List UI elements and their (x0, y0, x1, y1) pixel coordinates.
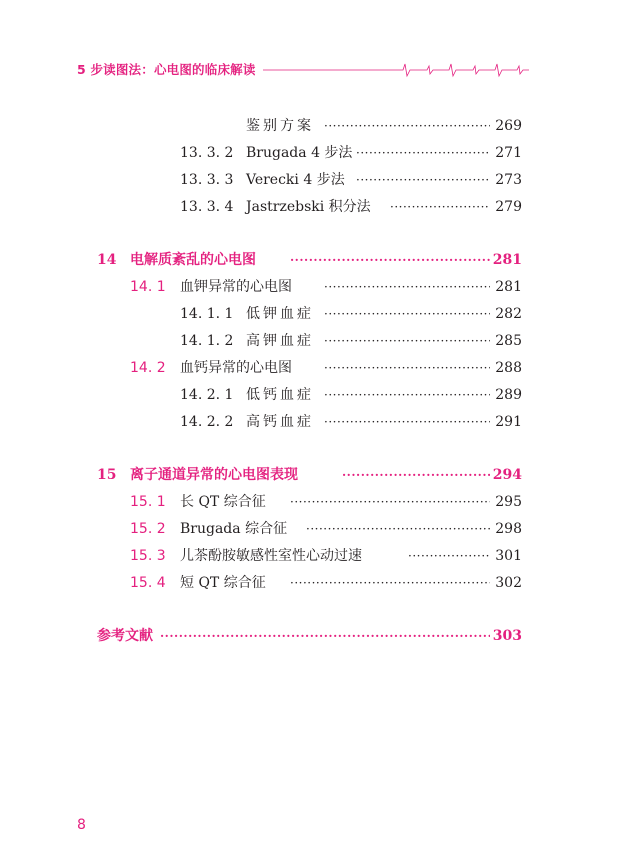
toc-entry-number: 13. 3. 3 (180, 172, 234, 188)
toc-entry[interactable] (0, 115, 618, 137)
toc-entry-page: 289 (495, 387, 522, 403)
toc-entry-page: 285 (495, 333, 522, 349)
toc-entry[interactable] (0, 303, 618, 325)
toc-entry-number: 14. 1. 1 (180, 306, 234, 322)
toc-section-page: 288 (495, 360, 522, 376)
toc-references-page: 303 (492, 628, 522, 644)
toc-chapter-number: 15 (97, 467, 117, 483)
toc-section-title: 血钾异常的心电图 (180, 279, 292, 295)
toc-entry[interactable] (0, 169, 618, 191)
toc-section-page: 298 (495, 521, 522, 537)
toc-entry[interactable] (0, 196, 618, 218)
toc-chapter-entry[interactable] (0, 249, 618, 271)
leader-dots (290, 249, 490, 271)
toc-section-entry[interactable] (0, 572, 618, 594)
toc-section-number: 15. 1 (130, 494, 166, 510)
leader-dots (290, 491, 490, 513)
toc-section-entry[interactable] (0, 491, 618, 513)
toc-entry-page: 279 (495, 199, 522, 215)
toc-chapter-entry[interactable] (0, 464, 618, 486)
toc-entry-number: 14. 2. 1 (180, 387, 234, 403)
toc-chapter-title: 电解质紊乱的心电图 (130, 252, 256, 268)
toc-references-title: 参考文献 (97, 628, 153, 644)
toc-chapter-page: 294 (492, 467, 522, 483)
leader-dots (324, 384, 490, 406)
toc-section-number: 15. 3 (130, 548, 166, 564)
toc-section-number: 15. 2 (130, 521, 166, 537)
leader-dots (324, 303, 490, 325)
leader-dots (306, 518, 490, 540)
leader-dots (324, 276, 490, 298)
toc-references-entry[interactable] (0, 625, 618, 647)
toc-chapter-number: 14 (97, 252, 117, 268)
leader-dots (356, 169, 490, 191)
toc-entry[interactable] (0, 384, 618, 406)
toc-entry-page: 291 (495, 414, 522, 430)
toc-section-entry[interactable] (0, 357, 618, 379)
toc-entry-number: 13. 3. 4 (180, 199, 234, 215)
toc-chapter-title: 离子通道异常的心电图表现 (130, 467, 298, 483)
page-number: 8 (77, 817, 86, 833)
toc-entry[interactable] (0, 330, 618, 352)
toc-section-title: 长 QT 综合征 (180, 494, 266, 510)
toc-entry-title: Brugada 4 步法 (246, 145, 353, 161)
toc-section-page: 302 (495, 575, 522, 591)
toc-entry-title: Jastrzebski 积分法 (246, 199, 371, 215)
toc-section-page: 295 (495, 494, 522, 510)
toc-chapter-page: 281 (492, 252, 522, 268)
toc-entry-title: 低钾血症 (246, 306, 314, 322)
toc-section-page: 301 (495, 548, 522, 564)
toc-entry-number: 13. 3. 2 (180, 145, 234, 161)
toc-section-entry[interactable] (0, 545, 618, 567)
leader-dots (324, 411, 490, 433)
toc-section-title: 血钙异常的心电图 (180, 360, 292, 376)
leader-dots (324, 330, 490, 352)
toc-section-page: 281 (495, 279, 522, 295)
toc-entry-title: 高钙血症 (246, 414, 314, 430)
toc-entry-title: 低钙血症 (246, 387, 314, 403)
leader-dots (408, 545, 490, 567)
toc-entry-page: 273 (495, 172, 522, 188)
toc-section-number: 15. 4 (130, 575, 166, 591)
toc-entry-number: 14. 2. 2 (180, 414, 234, 430)
toc-entry-title: Verecki 4 步法 (246, 172, 345, 188)
leader-dots (290, 572, 490, 594)
leader-dots (342, 464, 490, 486)
toc-entry-page: 271 (495, 145, 522, 161)
toc-section-number: 14. 2 (130, 360, 166, 376)
toc-section-entry[interactable] (0, 518, 618, 540)
toc-entry-page: 269 (495, 118, 522, 134)
toc-section-title: Brugada 综合征 (180, 521, 288, 537)
toc-section-entry[interactable] (0, 276, 618, 298)
leader-dots (324, 115, 490, 137)
toc-entry-title: 高钾血症 (246, 333, 314, 349)
toc-section-number: 14. 1 (130, 279, 166, 295)
leader-dots (324, 357, 490, 379)
toc-entry-number: 14. 1. 2 (180, 333, 234, 349)
leader-dots (390, 196, 490, 218)
toc-section-title: 儿茶酚胺敏感性室性心动过速 (180, 548, 362, 564)
toc-entry-title: 鉴别方案 (246, 118, 314, 134)
toc-entry[interactable] (0, 411, 618, 433)
toc-entry-page: 282 (495, 306, 522, 322)
running-header-title: 5 步读图法：心电图的临床解读 (77, 62, 256, 77)
toc-entry[interactable] (0, 142, 618, 164)
running-header (77, 60, 537, 92)
leader-dots (356, 142, 490, 164)
toc-section-title: 短 QT 综合征 (180, 575, 266, 591)
leader-dots (160, 625, 490, 647)
